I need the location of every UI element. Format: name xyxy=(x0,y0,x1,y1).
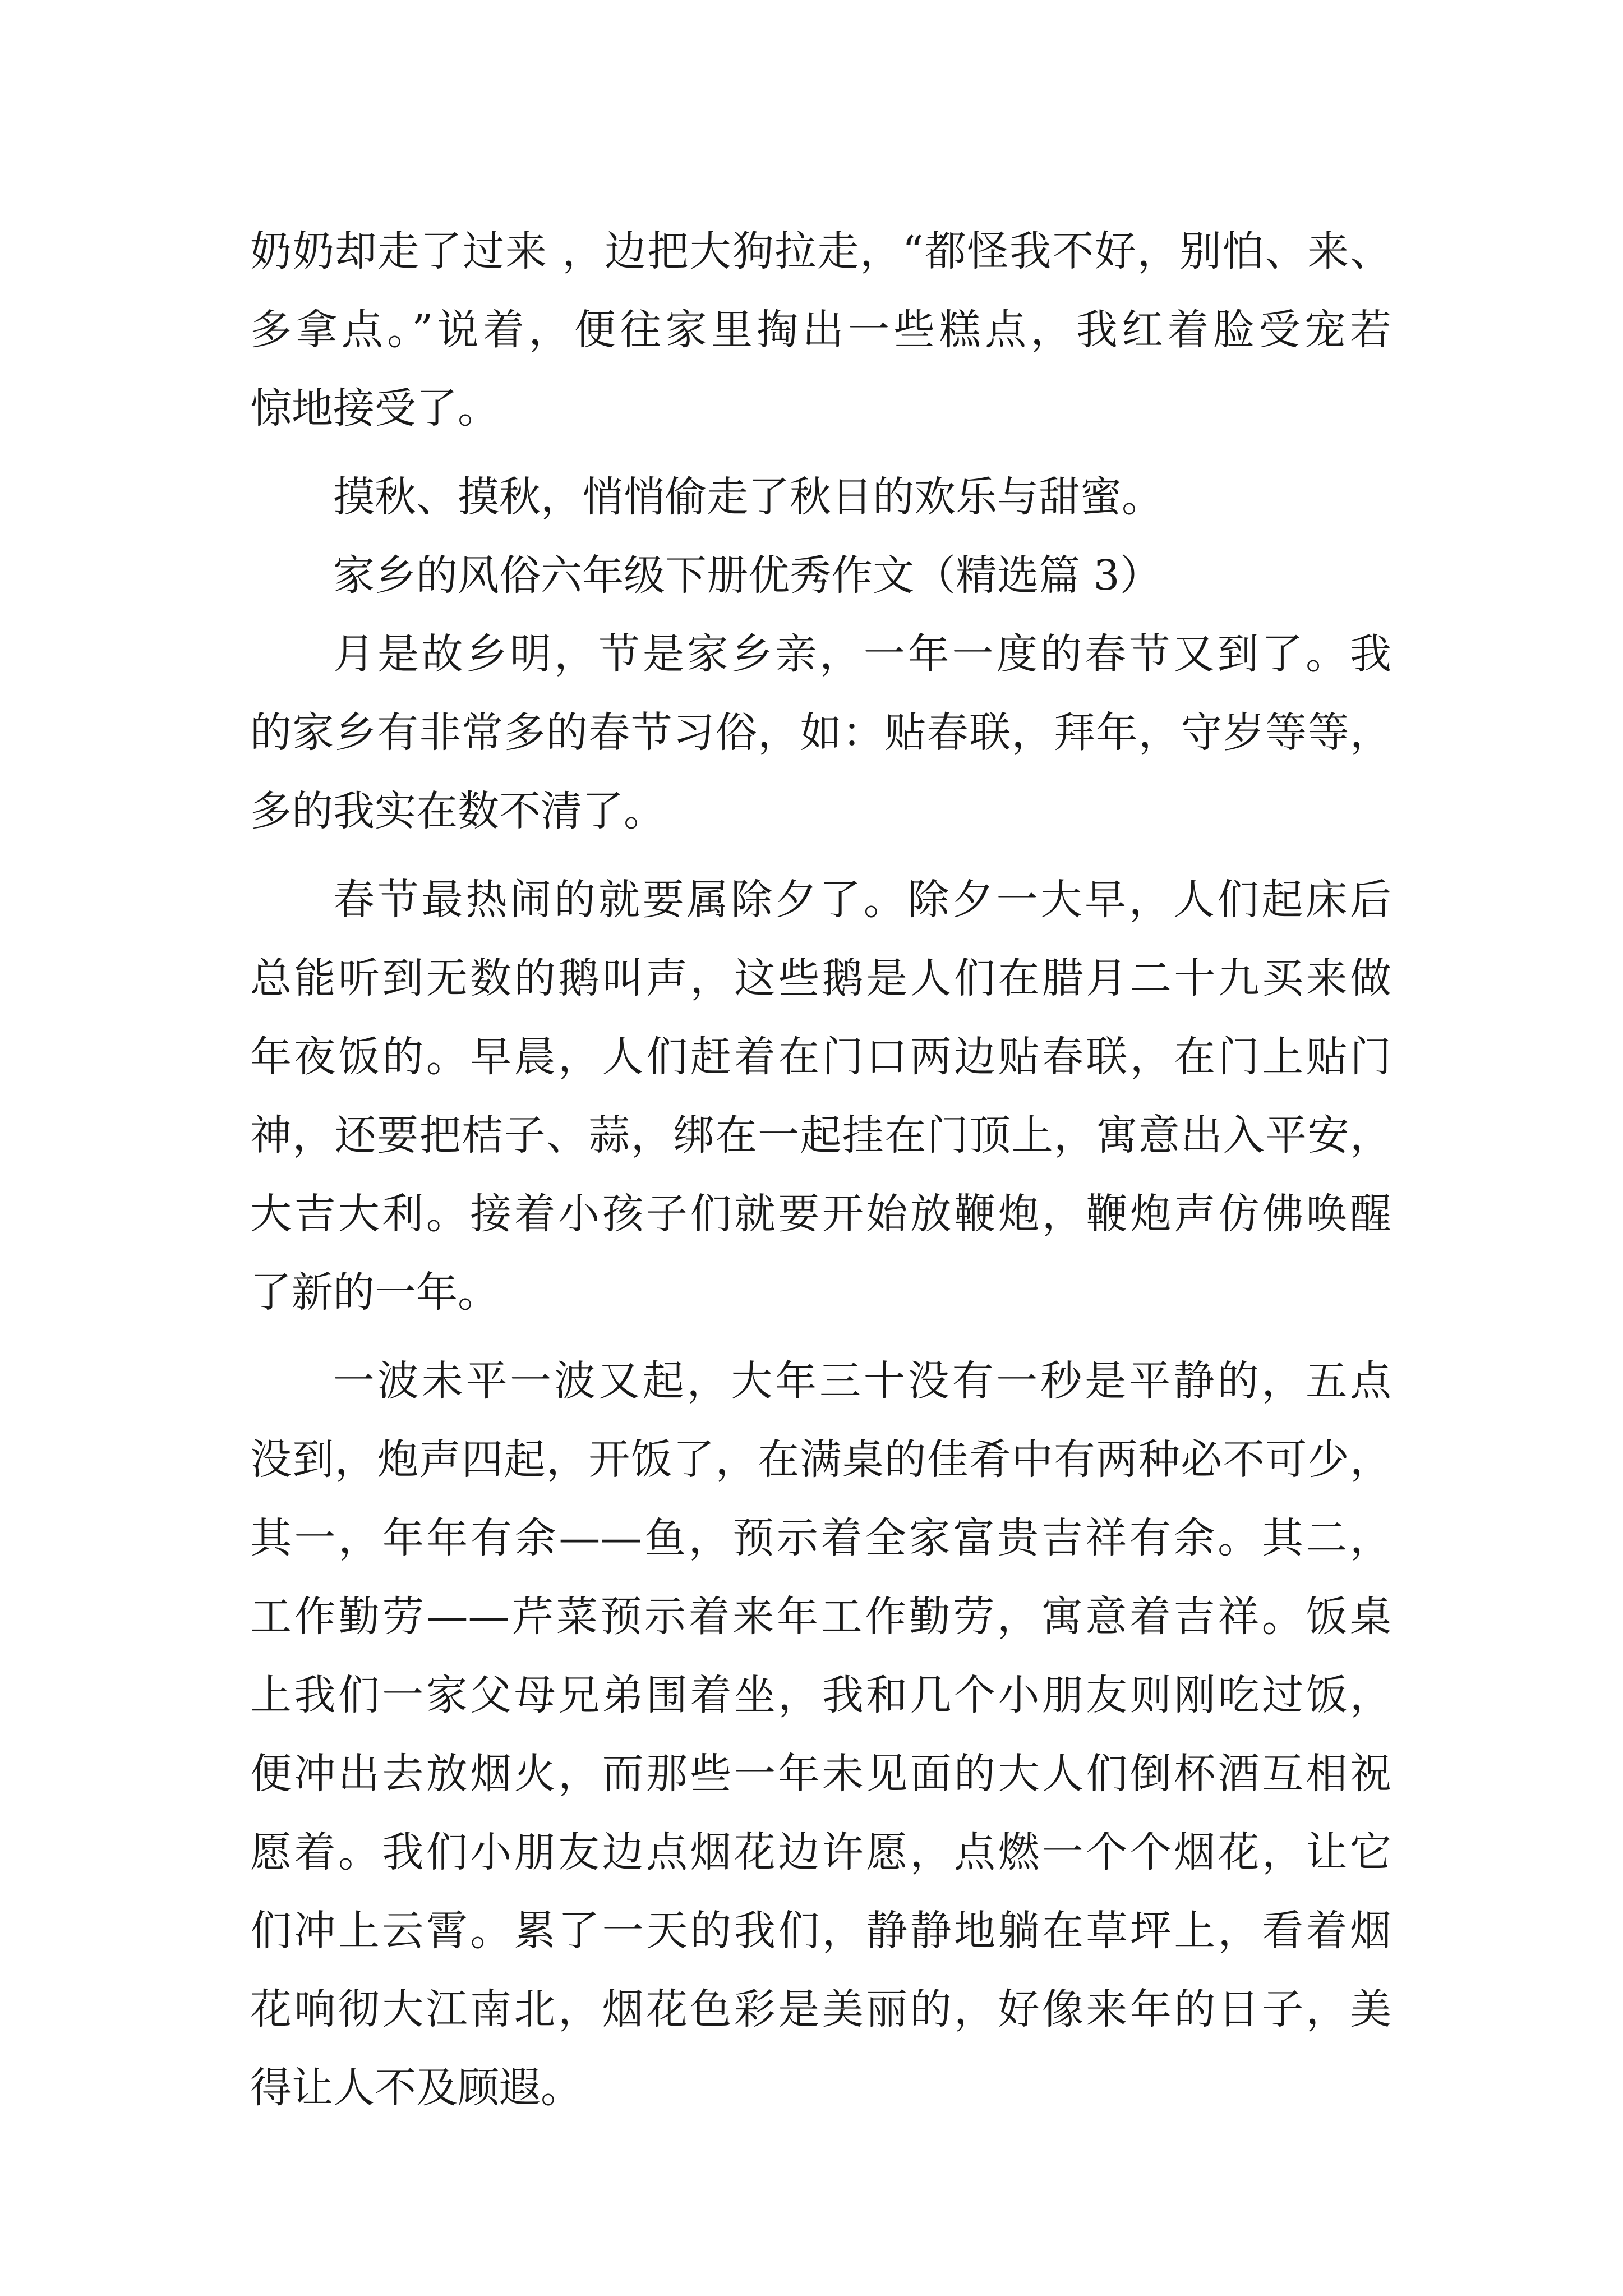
text-line: 其一，年年有余——鱼，预示着全家富贵吉祥有余。其二， xyxy=(250,1514,1391,1562)
text-line: 工作勤劳——芹菜预示着来年工作勤劳，寓意着吉祥。饭桌 xyxy=(250,1593,1391,1641)
text-line: 得让人不及顾遐。 xyxy=(250,2064,582,2112)
text-line: 多的我实在数不清了。 xyxy=(250,787,665,835)
section-heading: 家乡的风俗六年级下册优秀作文（精选篇 3） xyxy=(333,551,1161,600)
text-line: 奶奶却走了过来 ，边把大狗拉走，“都怪我不好，别怕、来、 xyxy=(250,227,1391,275)
text-line: 摸秋、摸秋，悄悄偷走了秋日的欢乐与甜蜜。 xyxy=(333,473,1163,521)
text-line: 总能听到无数的鹅叫声，这些鹅是人们在腊月二十九买来做 xyxy=(250,954,1391,1002)
text-line: 月是故乡明，节是家乡亲，一年一度的春节又到了。我 xyxy=(333,630,1391,678)
text-line: 愿着。我们小朋友边点烟花边许愿，点燃一个个烟花，让它 xyxy=(250,1828,1391,1876)
text-line: 春节最热闹的就要属除夕了。除夕一大早，人们起床后 xyxy=(333,876,1391,924)
text-line: 没到，炮声四起，开饭了，在满桌的佳肴中有两种必不可少， xyxy=(250,1435,1391,1484)
text-line: 大吉大利。接着小孩子们就要开始放鞭炮，鞭炮声仿佛唤醒 xyxy=(250,1190,1391,1238)
text-line: 神，还要把桔子、蒜，绑在一起挂在门顶上，寓意出入平安， xyxy=(250,1111,1391,1159)
text-line: 花响彻大江南北，烟花色彩是美丽的，好像来年的日子，美 xyxy=(250,1985,1391,2033)
text-line: 多拿点。”说着，便往家里掏出一些糕点，我红着脸受宠若 xyxy=(250,306,1391,354)
essay-body xyxy=(250,212,1391,2127)
text-line: 上我们一家父母兄弟围着坐，我和几个小朋友则刚吃过饭， xyxy=(250,1671,1391,1719)
text-line: 的家乡有非常多的春节习俗，如：贴春联，拜年，守岁等等， xyxy=(250,708,1391,757)
text-line: 们冲上云霄。累了一天的我们，静静地躺在草坪上，看着烟 xyxy=(250,1907,1391,1955)
text-line: 一波未平一波又起，大年三十没有一秒是平静的，五点 xyxy=(333,1357,1391,1405)
text-line: 了新的一年。 xyxy=(250,1268,499,1317)
text-line: 年夜饭的。早晨，人们赶着在门口两边贴春联，在门上贴门 xyxy=(250,1033,1391,1081)
text-line: 便冲出去放烟火，而那些一年未见面的大人们倒杯酒互相祝 xyxy=(250,1750,1391,1798)
text-line: 惊地接受了。 xyxy=(250,384,499,432)
